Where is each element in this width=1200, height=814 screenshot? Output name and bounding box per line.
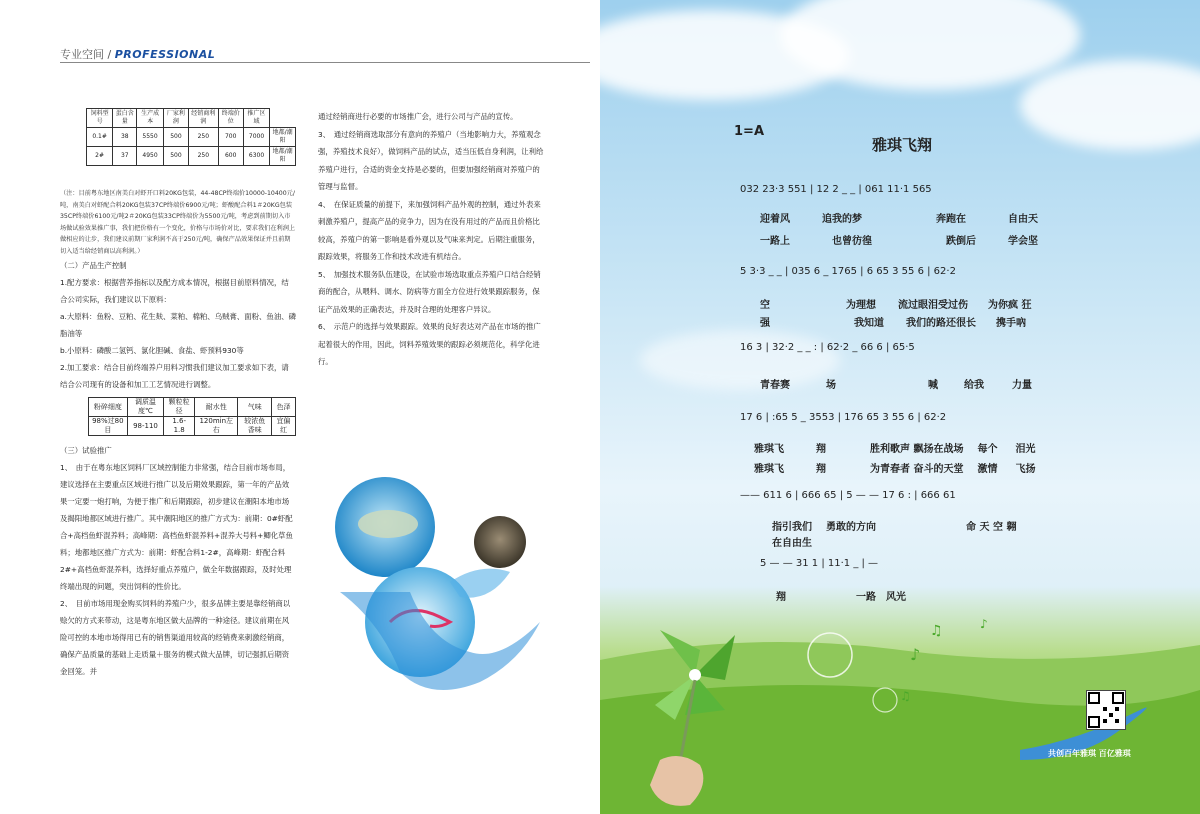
lyric-line	[754, 460, 1065, 475]
paragraph: 2.加工要求：结合目前终端养户用料习惯我们建议加工要求如下表，请结合公司现有的设备和加工工艺情况进行调整。	[60, 363, 289, 389]
lyric-line	[760, 232, 1068, 247]
score-line: 5 — — 31 1 | 11·1 _ | —	[760, 558, 879, 569]
lyric-word: 追我的梦	[822, 214, 862, 225]
lyric-word: 命 天 空 翱	[966, 522, 1017, 533]
lyric-word: 在自由生	[772, 538, 812, 549]
lyric-word: 翔	[816, 464, 826, 475]
table-cell: 较浓鱼香味	[238, 417, 272, 436]
aquatic-illustration	[330, 472, 540, 712]
table-header-cell: 气味	[238, 398, 272, 417]
table-cell: 1.6-1.8	[164, 417, 195, 436]
table-header-cell: 终端价位	[218, 109, 243, 128]
table-cell: 5550	[137, 128, 163, 147]
lyric-word: 胜利歌声 飘扬在战场	[870, 444, 964, 455]
table-cell: 宜偏红	[272, 417, 296, 436]
svg-text:♫: ♫	[900, 689, 911, 703]
table-cell: 6300	[243, 147, 269, 166]
table-cell: 600	[218, 147, 243, 166]
lyric-word: 青春赛	[760, 380, 790, 391]
lyric-line	[760, 314, 1056, 329]
paragraph: b.小原料：磷酸二氢钙、氯化胆碱、食盐、虾预料930等	[60, 346, 244, 355]
paragraph: a.大原料：鱼粉、豆粕、花生麸、菜粕、棉粕、乌贼膏、面粉、鱼油、磷脂油等	[60, 312, 296, 338]
paragraph: 5、 加强技术服务队伍建设，在试验市场选取重点养殖户口结合经销商的配合，从喂料、调水、防病等方面全方位进行效果跟踪服务，保证产品效果的正确表达，并及时合理的处理客户异议。	[318, 269, 541, 314]
table-header-cell: 颗粒粒径	[164, 398, 195, 417]
table-header-cell: 耐水性	[195, 398, 238, 417]
lyric-word: 泪光	[1015, 444, 1036, 455]
lyric-word: 喊	[928, 380, 938, 391]
column-2	[318, 108, 546, 371]
lyric-word: 飞扬	[1015, 464, 1036, 475]
paragraph: 6、 示范户的选择与效果跟踪。效果的良好表达对产品在市场的推广起着很大的作用，因此，饲料养殖效果的跟踪必须规范化，科学化进行。	[318, 322, 541, 366]
table-cell: 500	[163, 147, 188, 166]
score-line: 032 23·3 551 | 12 2 _ _ | 061 11·1 565	[740, 184, 932, 195]
lyric-word: 雅琪飞	[754, 444, 784, 455]
table-header-cell: 蛋白含量	[113, 109, 137, 128]
svg-text:♪: ♪	[910, 645, 921, 664]
table-header-cell: 经销商利润	[189, 109, 219, 128]
header-en: PROFESSIONAL	[114, 48, 216, 61]
table-cell: 37	[113, 147, 137, 166]
lyric-word: 激情	[977, 464, 998, 475]
lyric-line	[754, 440, 1065, 455]
table-cell: 250	[189, 128, 219, 147]
section-2-title: （二）产品生产控制	[60, 261, 127, 270]
lyric-word: 空	[760, 300, 770, 311]
page-header: 专业空间 / PROFESSIONAL	[60, 48, 216, 61]
lyric-word: 跌倒后	[946, 236, 976, 247]
paragraph: 2、 目前市场用现金购买饲料的养殖户少，很多品牌主要是靠经销商以赊欠的方式来带动，这是粤东地区做大品牌的一种途径。建议前期在风险可控的本地市场得用已有的销售渠道用较高的经销费来刺激经销商，确保产品质量的基础上走质量＋服务的模式做大品牌，切记强抓后期资金回笼。并	[60, 599, 291, 676]
spec-table	[86, 108, 296, 166]
lyric-word: 为理想	[846, 300, 876, 311]
column-1	[60, 108, 296, 680]
song-title: 雅琪飞翔	[872, 136, 933, 154]
table-cell: 4950	[137, 147, 163, 166]
table-cell: 250	[189, 147, 219, 166]
table-header-cell: 推广区域	[243, 109, 269, 128]
table-header-cell: 饲料型号	[87, 109, 113, 128]
right-page	[600, 0, 1200, 814]
processing-table	[88, 397, 296, 436]
table-header-cell: 厂家利润	[163, 109, 188, 128]
table-header-cell: 色泽	[272, 398, 296, 417]
lyric-word: 一路	[856, 592, 876, 603]
lyric-word: 翔	[816, 444, 826, 455]
table-header-cell: 粉碎细度	[89, 398, 128, 417]
lyric-line	[772, 534, 832, 549]
lyric-word: 也曾彷徨	[832, 236, 872, 247]
score-line: 17 6 | :65 5 _ 3553 | 176 65 3 55 6 | 62·2	[740, 412, 947, 423]
table-cell: 7000	[243, 128, 269, 147]
lyric-word: 为青春者 奋斗的天堂	[870, 464, 964, 475]
lyric-word: 给我	[964, 380, 984, 391]
lyric-line	[772, 518, 1046, 533]
header-rule	[60, 62, 590, 63]
lyric-word: 我知道	[854, 318, 884, 329]
paragraph: 通过经销商进行必要的市场推广会，进行公司与产品的宣传。	[318, 112, 518, 121]
lyric-word: 流过眼泪受过伤	[898, 300, 968, 311]
lyric-word: 勇敢的方向	[826, 522, 876, 533]
lyric-word: 一路上	[760, 236, 790, 247]
lyric-word: 学会坚	[1008, 236, 1038, 247]
table-cell: 98-110	[127, 417, 164, 436]
qr-code-icon	[1086, 690, 1126, 730]
score-line: —— 611 6 | 666 65 | 5 — — 17 6 : | 666 61	[740, 490, 956, 501]
song-key: 1=A	[734, 124, 764, 139]
lyric-word: 翔	[776, 592, 786, 603]
svg-text:♫: ♫	[930, 623, 943, 639]
lyric-word: 携手吶	[996, 318, 1026, 329]
score-line: 16 3 | 32·2 _ _ : | 62·2 _ 66 6 | 65·5	[740, 342, 915, 353]
lyric-word: 为你疯 狂	[988, 300, 1032, 311]
slogan: 共创百年雅琪 百亿雅琪	[1048, 749, 1131, 758]
lyric-word: 风光	[886, 592, 906, 603]
table-cell: 2#	[87, 147, 113, 166]
table-cell: 98%过80目	[89, 417, 128, 436]
lyric-word: 雅琪飞	[754, 464, 784, 475]
lyric-word: 自由天	[1008, 214, 1038, 225]
table-cell: 700	[218, 128, 243, 147]
lyric-word: 我们的路还很长	[906, 318, 976, 329]
lyric-line	[760, 376, 1062, 391]
paragraph: 1、 由于在粤东地区饲料厂区域控制能力非常强，结合目前市场布局，建议选择在主要重点区域进行推广以及后期效果跟踪，第一年的产品效果一定要一炮打响，为便于推广和后期跟踪，初步建议在潮阳本地市场及揭阳地都区域进行推广。其中潮阳地区的推广方式为：前期：0#虾配合+高档鱼虾混养料；高峰期：高档鱼虾混养料+混养大号料+鲫化草鱼料；地都地区推广方式为：前期：虾配合料1-2#，高峰期：虾配合料2#+高档鱼虾混养料，选择好重点养殖户，做全年数据跟踪，及时处理终端出现的问题，突出饲料的性价比。	[60, 463, 293, 591]
table-cell: 地都/潮阳	[270, 147, 296, 166]
table-cell: 0.1#	[87, 128, 113, 147]
header-cn: 专业空间	[60, 48, 104, 61]
score-line: 5 3·3 _ _ | 035 6 _ 1765 | 6 65 3 55 6 | 62·2	[740, 266, 956, 277]
lyric-line	[760, 296, 1061, 311]
section-3-title: （三）试验推广	[60, 446, 112, 455]
lyric-word: 迎着风	[760, 214, 790, 225]
lyric-word: 力量	[1012, 380, 1032, 391]
paragraph: 1.配方要求：根据营养指标以及配方成本情况，根据目前原料情况，结合公司实际，我们建议以下原料：	[60, 278, 289, 304]
note-text: （注：目前粤东地区南美白对虾开口料20KG包装，44-48CP终端价10000-10400元/吨，南美白对虾配合料20KG包装37CP终端价6900元/吨；虾酸配合料1＃20KG包装35CP终端价6100元/吨2＃20KG包装33CP终端价为5500元/吨，考虑到前期切入市场做试验效果推广事，我们把价格有一个变化，价格与市场价对比，要求我们在利润上做相应的让步，我们建议前期厂家利润不高于250元/吨，确保产品效果保证并且前期切入适当给经销商以高利润。）	[60, 190, 296, 255]
lyric-word: 强	[760, 318, 770, 329]
paragraph: 3、 通过经销商选取部分有意向的养殖户（当地影响力大，养殖观念强，养殖技术良好），做饲料产品的试点，适当压低自身利润，让利给养殖户进行，合适的资金支持是必要的，但要加强经销商对养殖户的管理与监督。	[318, 129, 544, 191]
fish-photo-circle	[474, 516, 526, 568]
table-cell: 38	[113, 128, 137, 147]
lyric-line	[760, 210, 1068, 225]
table-cell: 500	[163, 128, 188, 147]
svg-text:♪: ♪	[980, 617, 988, 631]
table-cell: 120min左右	[195, 417, 238, 436]
lyric-word: 指引我们	[772, 522, 812, 533]
lyric-word: 场	[826, 380, 836, 391]
lyric-word: 每个	[977, 444, 998, 455]
lyric-word: 奔跑在	[936, 214, 966, 225]
paragraph: 4、 在保证质量的前提下，来加强饲料产品外观的控制，通过外表来刺激养殖户，提高产品的竞争力，因为在没有用过的产品而且价格比较高，养殖户的第一影响是看外观以及气味来判定。后期注重服务，跟踪效果，将服务工作和技术改进有机结合。	[318, 199, 541, 261]
table-header-cell: 调质温度℃	[127, 398, 164, 417]
table-cell: 地都/潮阳	[270, 128, 296, 147]
table-header-cell: 生产成本	[137, 109, 163, 128]
